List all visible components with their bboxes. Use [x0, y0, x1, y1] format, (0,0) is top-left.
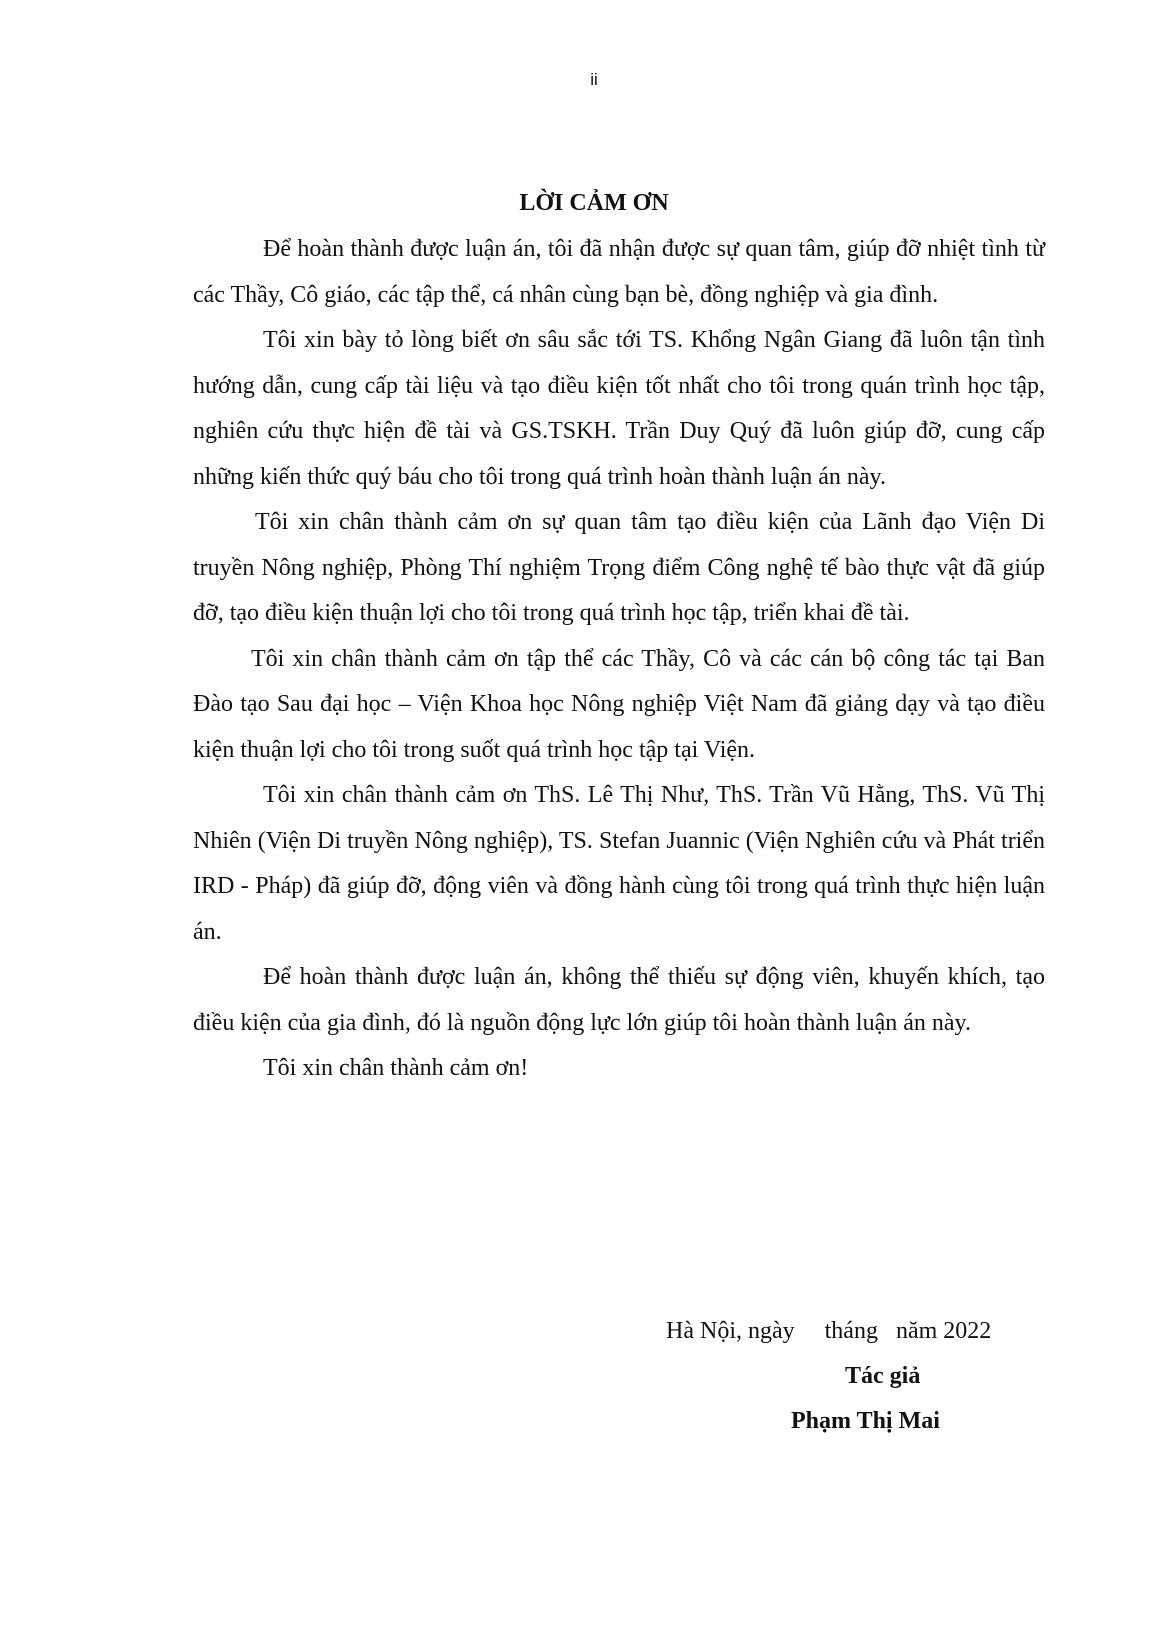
signature-role: Tác giả: [845, 1363, 921, 1389]
paragraph-4: Tôi xin chân thành cảm ơn tập thể các Thầy, Cô và các cán bộ công tác tại Ban Đào tạo Sau đại học – Viện Khoa học Nông nghiệp Việt Nam đã giảng dạy và tạo điều kiện thuận lợi cho tôi trong suốt quá trình học tập tại Viện.: [193, 645, 1045, 763]
paragraph-5: Tôi xin chân thành cảm ơn ThS. Lê Thị Như, ThS. Trần Vũ Hằng, ThS. Vũ Thị Nhiên (Viện Di truyền Nông nghiệp), TS. Stefan Juannic (Viện Nghiên cứu và Phát triển IRD - Pháp) đã giúp đỡ, động viên và đồng hành cùng tôi trong quá trình thực hiện luận án.: [193, 782, 1045, 945]
signature-place-date: Hà Nội, ngày tháng năm 2022: [666, 1318, 992, 1344]
paragraph-1: Để hoàn thành được luận án, tôi đã nhận được sự quan tâm, giúp đỡ nhiệt tình từ các Thầy, Cô giáo, các tập thể, cá nhân cùng bạn bè, đồng nghiệp và gia đình.: [193, 236, 1045, 308]
signature-author-name: Phạm Thị Mai: [791, 1408, 940, 1434]
paragraph-2: Tôi xin bày tỏ lòng biết ơn sâu sắc tới TS. Khổng Ngân Giang đã luôn tận tình hướng dẫn, cung cấp tài liệu và tạo điều kiện tốt nhất cho tôi trong quán trình học tập, nghiên cứu thực hiện đề tài và GS.TSKH. Trần Duy Quý đã luôn giúp đỡ, cung cấp những kiến thức quý báu cho tôi trong quá trình hoàn thành luận án này.: [193, 327, 1045, 490]
acknowledgement-body: [193, 227, 1045, 1092]
paragraph-6: Để hoàn thành được luận án, không thể thiếu sự động viên, khuyến khích, tạo điều kiện của gia đình, đó là nguồn động lực lớn giúp tôi hoàn thành luận án này.: [193, 964, 1045, 1036]
page-number: ii: [590, 70, 598, 89]
paragraph-closing: Tôi xin chân thành cảm ơn!: [263, 1055, 529, 1081]
paragraph-3: Tôi xin chân thành cảm ơn sự quan tâm tạo điều kiện của Lãnh đạo Viện Di truyền Nông nghiệp, Phòng Thí nghiệm Trọng điểm Công nghệ tế bào thực vật đã giúp đỡ, tạo điều kiện thuận lợi cho tôi trong quá trình học tập, triển khai đề tài.: [193, 509, 1045, 626]
page-title: LỜI CẢM ƠN: [519, 190, 669, 216]
